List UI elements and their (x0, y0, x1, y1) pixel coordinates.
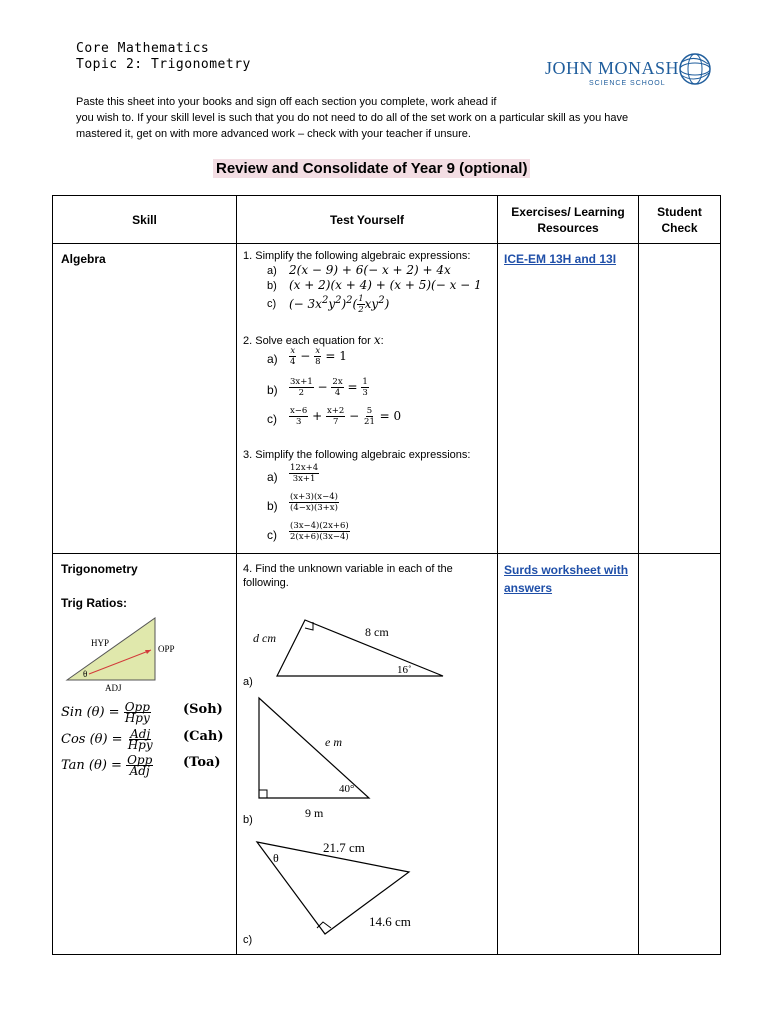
table-row-algebra (53, 244, 721, 554)
diagram-adj: ADJ (105, 683, 122, 693)
instructions-line-3: mastered it, get on with more advanced work – check with your teacher if unsure. (76, 128, 471, 140)
triangle-a-diagram (247, 614, 457, 679)
sin-function: Sin (θ) = (61, 705, 120, 720)
q2b-equation: $\frac{3x+1}{2}$ − $\frac{2x}{4}$ = $\frac{1}{3}$ (290, 377, 368, 398)
resource-link-surds[interactable] (504, 563, 628, 595)
course-title: Core Mathematics (76, 41, 210, 56)
resource-cell-trigonometry (498, 554, 639, 955)
skill-trigonometry: Trigonometry (61, 562, 138, 576)
triangle-a-side-8: 8 cm (365, 625, 389, 639)
triangle-b-side-e: e m (325, 735, 342, 749)
sin-den: Hpy (124, 711, 150, 725)
triangle-c-label: c) (243, 934, 253, 946)
table-row-trigonometry (53, 554, 721, 955)
topic-title: Topic 2: Trigonometry (76, 57, 251, 72)
header-student-check (639, 196, 721, 244)
instructions-line-2: you wish to. If your skill level is such that you do not need to do all of the set work on a particular skill as you have (76, 112, 629, 124)
cos-formula (61, 727, 224, 752)
logo-subtitle: SCIENCE SCHOOL (589, 80, 666, 87)
globe-icon (676, 50, 714, 88)
trig-ratios-label: Trig Ratios: (61, 596, 128, 610)
header-student-line-2: Check (661, 220, 698, 235)
cos-den: Hpy (127, 738, 153, 752)
triangle-c-side-14-6: 14.6 cm (369, 914, 411, 929)
q1c-expression: (− $3x^2y^2)^2$( $\frac{1}{2}$ $xy^2$) (289, 294, 390, 315)
q1c-label: c) (267, 298, 277, 310)
skill-cell-trigonometry (53, 554, 237, 955)
question-1: 1. Simplify the following algebraic expressions: (243, 250, 471, 262)
triangle-c-diagram (247, 834, 457, 944)
section-heading: Review and Consolidate of Year 9 (optional) (213, 159, 530, 178)
q2c-label: c) (267, 412, 277, 426)
header-test-yourself: Test Yourself (237, 196, 498, 244)
triangle-b-angle: 40° (339, 783, 355, 795)
student-check-algebra[interactable] (639, 244, 721, 554)
cos-function: Cos (θ) = (61, 732, 123, 747)
q3a-expression: $\frac{12x+4}{3x+1}$ (290, 463, 319, 484)
triangle-a-angle: 16˚ (397, 664, 412, 676)
triangle-a-label: a) (243, 676, 253, 688)
student-check-trigonometry[interactable] (639, 554, 721, 955)
question-4-line-1: 4. Find the unknown variable in each of the (243, 563, 453, 575)
sin-formula (61, 700, 223, 725)
cos-tag: (Cah) (183, 729, 224, 744)
q2b-label: b) (267, 383, 278, 397)
tan-formula (61, 753, 221, 778)
q2a-label: a) (267, 352, 278, 366)
test-cell-trigonometry (237, 554, 498, 955)
resource-link-ice-em[interactable]: ICE-EM 13H and 13I (504, 252, 617, 266)
instructions (76, 94, 696, 142)
q2a-equation: $\frac{x}{4}$ − $\frac{x}{8}$ = 1 (290, 346, 347, 367)
q1b-expression: (x + 2)(x + 4) + (x + 5)(− x − 1 (289, 278, 482, 292)
question-3: 3. Simplify the following algebraic expressions: (243, 449, 471, 461)
table-header-row (53, 196, 721, 244)
test-cell-algebra (237, 244, 498, 554)
skill-cell-algebra (53, 244, 237, 554)
triangle-b-label: b) (243, 814, 253, 826)
header-skill: Skill (53, 196, 237, 244)
q3b-label: b) (267, 499, 278, 513)
triangle-c-theta: θ (273, 851, 279, 865)
q2-variable: x (373, 333, 381, 347)
question-4 (243, 562, 453, 590)
tan-tag: (Toa) (183, 755, 221, 770)
diagram-theta: θ (83, 669, 88, 679)
logo-name: JOHN MONASH (545, 58, 680, 78)
resource-surds-line-2: answers (504, 581, 553, 595)
header-exercises (498, 196, 639, 244)
skill-algebra: Algebra (61, 252, 106, 266)
diagram-hyp: HYP (91, 638, 110, 648)
tan-num: Opp (127, 753, 153, 767)
q3c-expression: $\frac{(3x-4)(2x+6)}{2(x+6)(3x-4)}$ (290, 521, 349, 542)
skills-table (52, 195, 721, 955)
triangle-b-diagram (247, 694, 397, 824)
diagram-opp: OPP (158, 644, 175, 654)
q3a-label: a) (267, 470, 278, 484)
sin-num: Opp (124, 700, 150, 714)
q1a-expression: 2(x − 9) + 6(− x + 2) + 4x (289, 263, 451, 277)
header-student-line-1: Student (657, 204, 702, 219)
trig-triangle-diagram (59, 614, 189, 694)
school-logo (545, 50, 715, 90)
q1b-label: b) (267, 280, 277, 292)
cos-num: Adj (130, 727, 151, 741)
triangle-b-side-9: 9 m (305, 806, 324, 820)
triangle-c-side-21-7: 21.7 cm (323, 840, 365, 855)
question-4-line-2: following. (243, 577, 289, 589)
tan-function: Tan (θ) = (61, 758, 122, 773)
q1a-label: a) (267, 265, 277, 277)
triangle-a-side-d: d cm (253, 631, 276, 645)
resource-surds-line-1: Surds worksheet with (504, 563, 629, 577)
resource-cell-algebra (498, 244, 639, 554)
tan-den: Adj (129, 764, 150, 778)
q3b-expression: $\frac{(x+3)(x-4)}{(4-x)(3+x)}$ (290, 492, 338, 513)
q2c-equation: $\frac{x-6}{3}$ + $\frac{x+2}{7}$ − $\frac{5}{21}$ = 0 (290, 406, 402, 427)
q2-prefix: 2. Solve each equation for (243, 335, 371, 347)
q3c-label: c) (267, 528, 277, 542)
question-2 (243, 333, 384, 347)
header-exercises-line-1: Exercises/ Learning (511, 204, 625, 219)
q2-suffix: : (380, 335, 384, 347)
header-exercises-line-2: Resources (537, 220, 599, 235)
sin-tag: (Soh) (183, 702, 223, 717)
instructions-line-1: Paste this sheet into your books and sign off each section you complete, work ahead if (76, 96, 497, 108)
